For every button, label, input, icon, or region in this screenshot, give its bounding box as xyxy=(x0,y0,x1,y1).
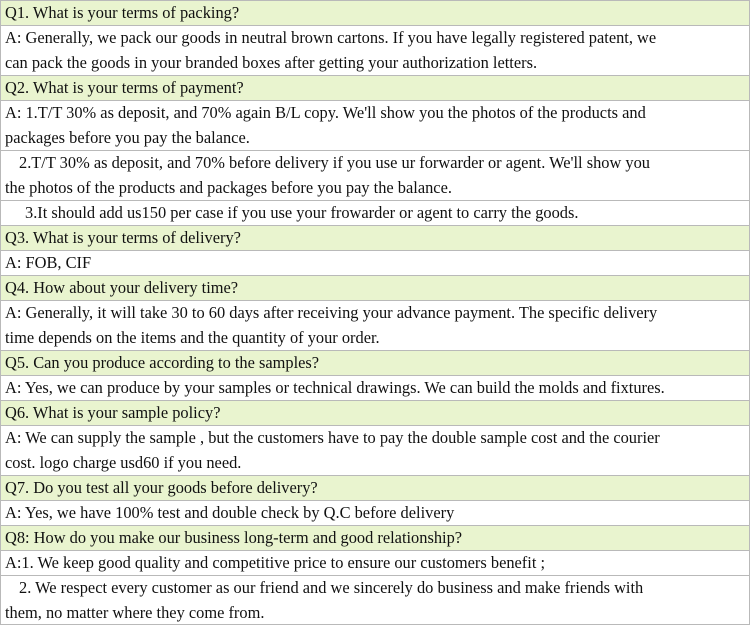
answer-row-q2-2 xyxy=(1,151,750,201)
question-row-q4 xyxy=(1,276,750,301)
question-text: Q7. Do you test all your goods before delivery? xyxy=(5,478,318,497)
answer-text: A: We can supply the sample , but the customers have to pay the double sample cost and the courier xyxy=(5,428,660,447)
question-text: Q6. What is your sample policy? xyxy=(5,403,221,422)
answer-text: A:1. We keep good quality and competitive price to ensure our customers benefit ; xyxy=(5,553,546,572)
answer-text: A: Generally, we pack our goods in neutral brown cartons. If you have legally registered patent, we xyxy=(5,28,657,47)
question-row-q5 xyxy=(1,351,750,376)
question-text: Q5. Can you produce according to the samples? xyxy=(5,353,320,372)
question-text: Q1. What is your terms of packing? xyxy=(5,3,240,22)
answer-row-q3 xyxy=(1,251,750,276)
answer-text: them, no matter where they come from. xyxy=(5,602,265,622)
question-row-q6 xyxy=(1,401,750,426)
answer-text: 2. We respect every customer as our friend and we sincerely do business and make friends with xyxy=(19,578,644,597)
question-row-q2 xyxy=(1,76,750,101)
answer-text: A: 1.T/T 30% as deposit, and 70% again B/L copy. We'll show you the photos of the products and xyxy=(5,103,646,122)
answer-row-q2-3 xyxy=(1,201,750,226)
answer-text: A: Yes, we have 100% test and double check by Q.C before delivery xyxy=(5,503,455,522)
question-row-q1 xyxy=(1,1,750,26)
question-row-q7 xyxy=(1,476,750,501)
answer-text: cost. logo charge usd60 if you need. xyxy=(5,452,242,472)
answer-text: can pack the goods in your branded boxes after getting your authorization letters. xyxy=(5,52,538,72)
answer-text: A: FOB, CIF xyxy=(5,253,92,272)
answer-text: time depends on the items and the quantity of your order. xyxy=(5,327,380,347)
answer-text: A: Yes, we can produce by your samples or technical drawings. We can build the molds and fixtures. xyxy=(5,378,665,397)
answer-row-q4 xyxy=(1,301,750,351)
question-row-q3 xyxy=(1,226,750,251)
answer-text: the photos of the products and packages before you pay the balance. xyxy=(5,177,452,197)
question-text: Q8: How do you make our business long-term and good relationship? xyxy=(5,528,463,547)
answer-row-q8-1 xyxy=(1,551,750,576)
answer-row-q2-1 xyxy=(1,101,750,151)
answer-row-q5 xyxy=(1,376,750,401)
question-text: Q2. What is your terms of payment? xyxy=(5,78,244,97)
answer-row-q6 xyxy=(1,426,750,476)
answer-text: packages before you pay the balance. xyxy=(5,127,250,147)
answer-row-q7 xyxy=(1,501,750,526)
question-row-q8 xyxy=(1,526,750,551)
answer-row-q8-2 xyxy=(1,576,750,625)
answer-text: 2.T/T 30% as deposit, and 70% before delivery if you use ur forwarder or agent. We'll show you xyxy=(19,153,650,172)
answer-text: 3.It should add us150 per case if you use your frowarder or agent to carry the goods. xyxy=(25,203,579,222)
answer-text: A: Generally, it will take 30 to 60 days after receiving your advance payment. The specific delivery xyxy=(5,303,658,322)
answer-row-q1 xyxy=(1,26,750,76)
question-text: Q3. What is your terms of delivery? xyxy=(5,228,241,247)
question-text: Q4. How about your delivery time? xyxy=(5,278,239,297)
